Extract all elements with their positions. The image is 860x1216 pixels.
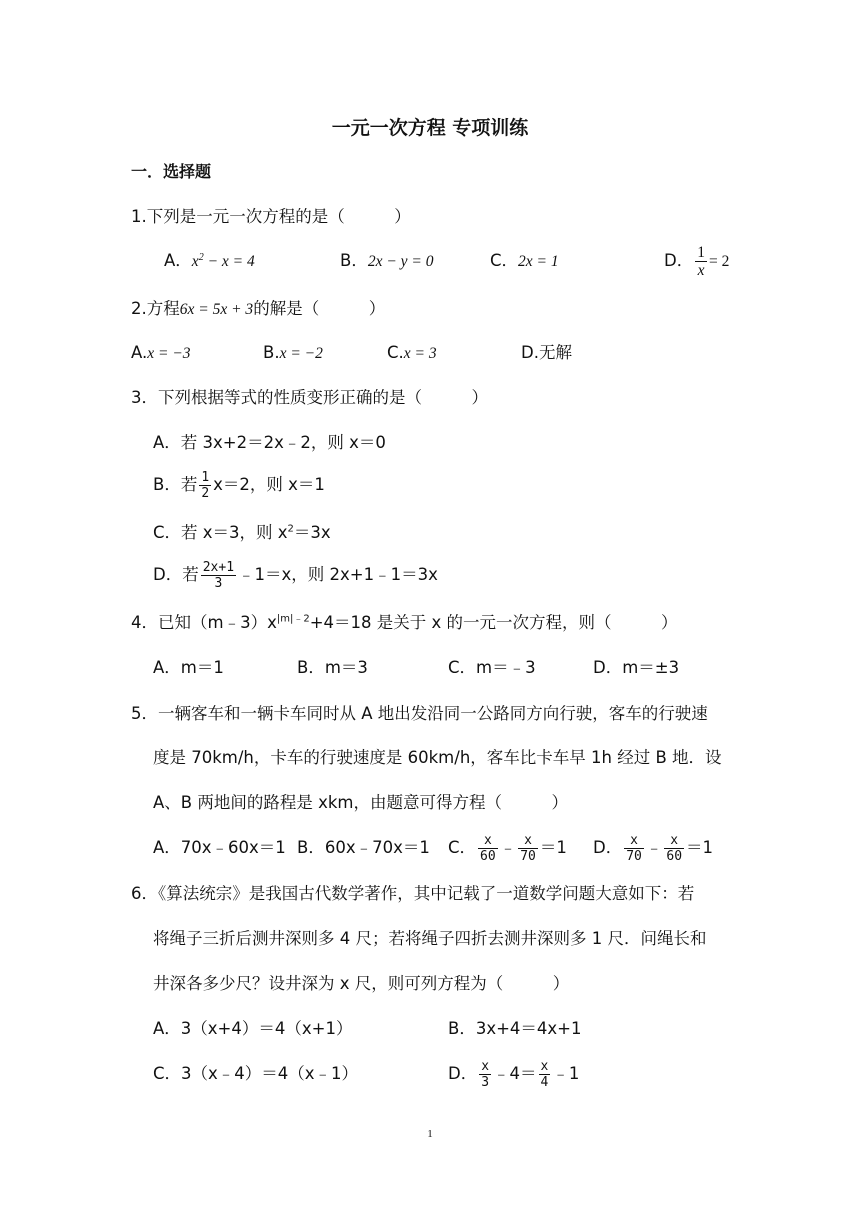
numerator: x — [664, 834, 684, 849]
fraction — [518, 834, 538, 863]
q6-option-a: A．3（x+4）＝4（x+1） — [153, 1019, 353, 1038]
fraction — [664, 834, 684, 863]
option-text: C．若 x＝3，则 x — [153, 523, 288, 542]
q5-option-a: A．70x﹣60x＝1 — [153, 838, 286, 857]
page-title: 一元一次方程 专项训练 — [331, 117, 529, 139]
math-expr: 6x = 5x + 3 — [179, 301, 254, 318]
math-expr: x = −3 — [147, 345, 191, 362]
q1-option-a — [164, 249, 255, 274]
option-text: ＝3x — [293, 523, 331, 542]
denominator: 3 — [214, 576, 223, 591]
math-expr — [192, 253, 255, 270]
q2-option-b — [263, 341, 323, 366]
denominator: 70 — [626, 849, 642, 864]
question-3-stem: 3．下列根据等式的性质变形正确的是（ ） — [131, 388, 488, 407]
question-5-line-3: A、B 两地间的路程是 xkm，由题意可得方程（ ） — [153, 793, 568, 812]
stem-text: +4＝18 是关于 x 的一元一次方程，则（ ） — [309, 613, 678, 632]
stem-text: 的解是（ ） — [253, 299, 386, 318]
math-expr: x = −2 — [279, 345, 323, 362]
stem-text: 4．已知（m﹣3）x — [131, 613, 277, 632]
option-text: B．若 — [153, 475, 198, 494]
q3-option-b — [153, 468, 325, 502]
q4-option-d: D．m＝±3 — [593, 658, 680, 677]
question-5-line-1: 5．一辆客车和一辆卡车同时从 A 地出发沿同一公路同方向行驶，客车的行驶速 — [131, 704, 708, 723]
question-6-line-1: 6．《算法统宗》是我国古代数学著作，其中记载了一道数学问题大意如下：若 — [131, 884, 695, 903]
page-number: 1 — [427, 1128, 433, 1140]
option-label: A. — [131, 343, 148, 362]
option-text: ﹣4＝ — [493, 1064, 537, 1083]
exponent: 2 — [287, 523, 294, 535]
denominator: 2 — [201, 486, 210, 501]
numerator: x — [478, 834, 498, 849]
option-text: x＝2，则 x＝1 — [213, 475, 325, 494]
option-text: ﹣1＝x，则 2x+1﹣1＝3x — [238, 565, 438, 584]
q6-option-d — [448, 1057, 579, 1091]
option-label: D． — [593, 838, 623, 857]
q4-option-a: A．m＝1 — [153, 658, 224, 677]
math-expr: 2x = 1 — [518, 253, 559, 270]
q1-option-c — [490, 249, 559, 274]
q3-option-d — [153, 558, 438, 592]
option-label: C． — [448, 838, 477, 857]
fraction — [624, 834, 644, 863]
q6-option-b: B．3x+4＝4x+1 — [448, 1019, 582, 1038]
numerator: x — [540, 1059, 549, 1074]
option-label: C. — [387, 343, 404, 362]
q5-option-d: D． $\frac{x}{70}$ ﹣ $\frac{x}{60}$ ＝1 — [593, 833, 714, 864]
numerator: x — [481, 1059, 490, 1074]
math-base: x — [191, 253, 199, 270]
question-4-stem — [131, 611, 678, 635]
numerator: 1 — [201, 470, 210, 485]
math-expr: x = 3 — [403, 345, 437, 362]
section-heading: 一．选择题 — [131, 162, 212, 181]
stem-text: 2.方程 — [131, 299, 180, 318]
denominator: 70 — [520, 849, 536, 864]
option-text: D．若 — [153, 565, 199, 584]
fraction — [695, 245, 707, 279]
question-5-line-2: 度是 70km/h，卡车的行驶速度是 60km/h，客车比卡车早 1h 经过 B 地．设 — [153, 748, 722, 767]
option-label: B． — [340, 251, 368, 270]
exponent: |m|﹣2 — [276, 613, 310, 625]
numerator: 1 — [697, 243, 705, 261]
option-label: D． — [448, 1064, 478, 1083]
numerator: x — [518, 834, 538, 849]
fraction — [199, 471, 211, 500]
option-label: A． — [164, 251, 192, 270]
question-2-stem — [131, 297, 385, 322]
q3-option-a: A．若 3x+2＝2x﹣2，则 x＝0 — [153, 433, 386, 452]
q4-option-c: C．m＝﹣3 — [448, 658, 536, 677]
denominator: 60 — [480, 849, 496, 864]
option-label: B. — [263, 343, 280, 362]
numerator: x — [624, 834, 644, 849]
q5-option-b: B．60x﹣70x＝1 — [297, 838, 430, 857]
denominator: 60 — [666, 849, 683, 864]
numerator: 2x+1 — [202, 560, 235, 575]
question-6-line-2: 将绳子三折后测井深则多 4 尺；若将绳子四折去测井深则多 1 尺．问绳长和 — [153, 929, 707, 948]
math-rest: = 2 — [708, 253, 730, 270]
q1-option-b — [340, 249, 434, 274]
denominator: 4 — [540, 1075, 549, 1090]
q1-option-d — [664, 244, 729, 279]
q2-option-c — [387, 341, 437, 366]
exponent: 2 — [198, 251, 204, 263]
q6-option-c: C．3（x﹣4）＝4（x﹣1） — [153, 1064, 359, 1083]
fraction — [478, 834, 498, 863]
math-expr: 2x − y = 0 — [367, 253, 434, 270]
math-rest: − x = 4 — [203, 253, 255, 270]
option-label: D． — [664, 251, 694, 270]
q5-option-c: C． $\frac{x}{60}$ ﹣ $\frac{x}{70}$ ＝1 — [448, 833, 567, 864]
option-label: C． — [490, 251, 519, 270]
q4-option-b: B．m＝3 — [297, 658, 368, 677]
q2-option-a — [131, 341, 191, 366]
question-6-line-3: 井深各多少尺？设井深为 x 尺，则可列方程为（ ） — [153, 974, 570, 993]
option-text: ﹣1 — [552, 1064, 580, 1083]
q2-option-d: D.无解 — [521, 343, 572, 362]
denominator: x — [697, 262, 705, 279]
option-text: ＝1 — [686, 838, 714, 857]
denominator: 3 — [481, 1075, 490, 1090]
fraction — [201, 561, 236, 590]
question-1-stem: 1.下列是一元一次方程的是（ ） — [131, 207, 411, 226]
option-text: ＝1 — [539, 838, 567, 857]
fraction — [539, 1060, 551, 1089]
fraction — [479, 1060, 491, 1089]
q3-option-c — [153, 521, 331, 545]
